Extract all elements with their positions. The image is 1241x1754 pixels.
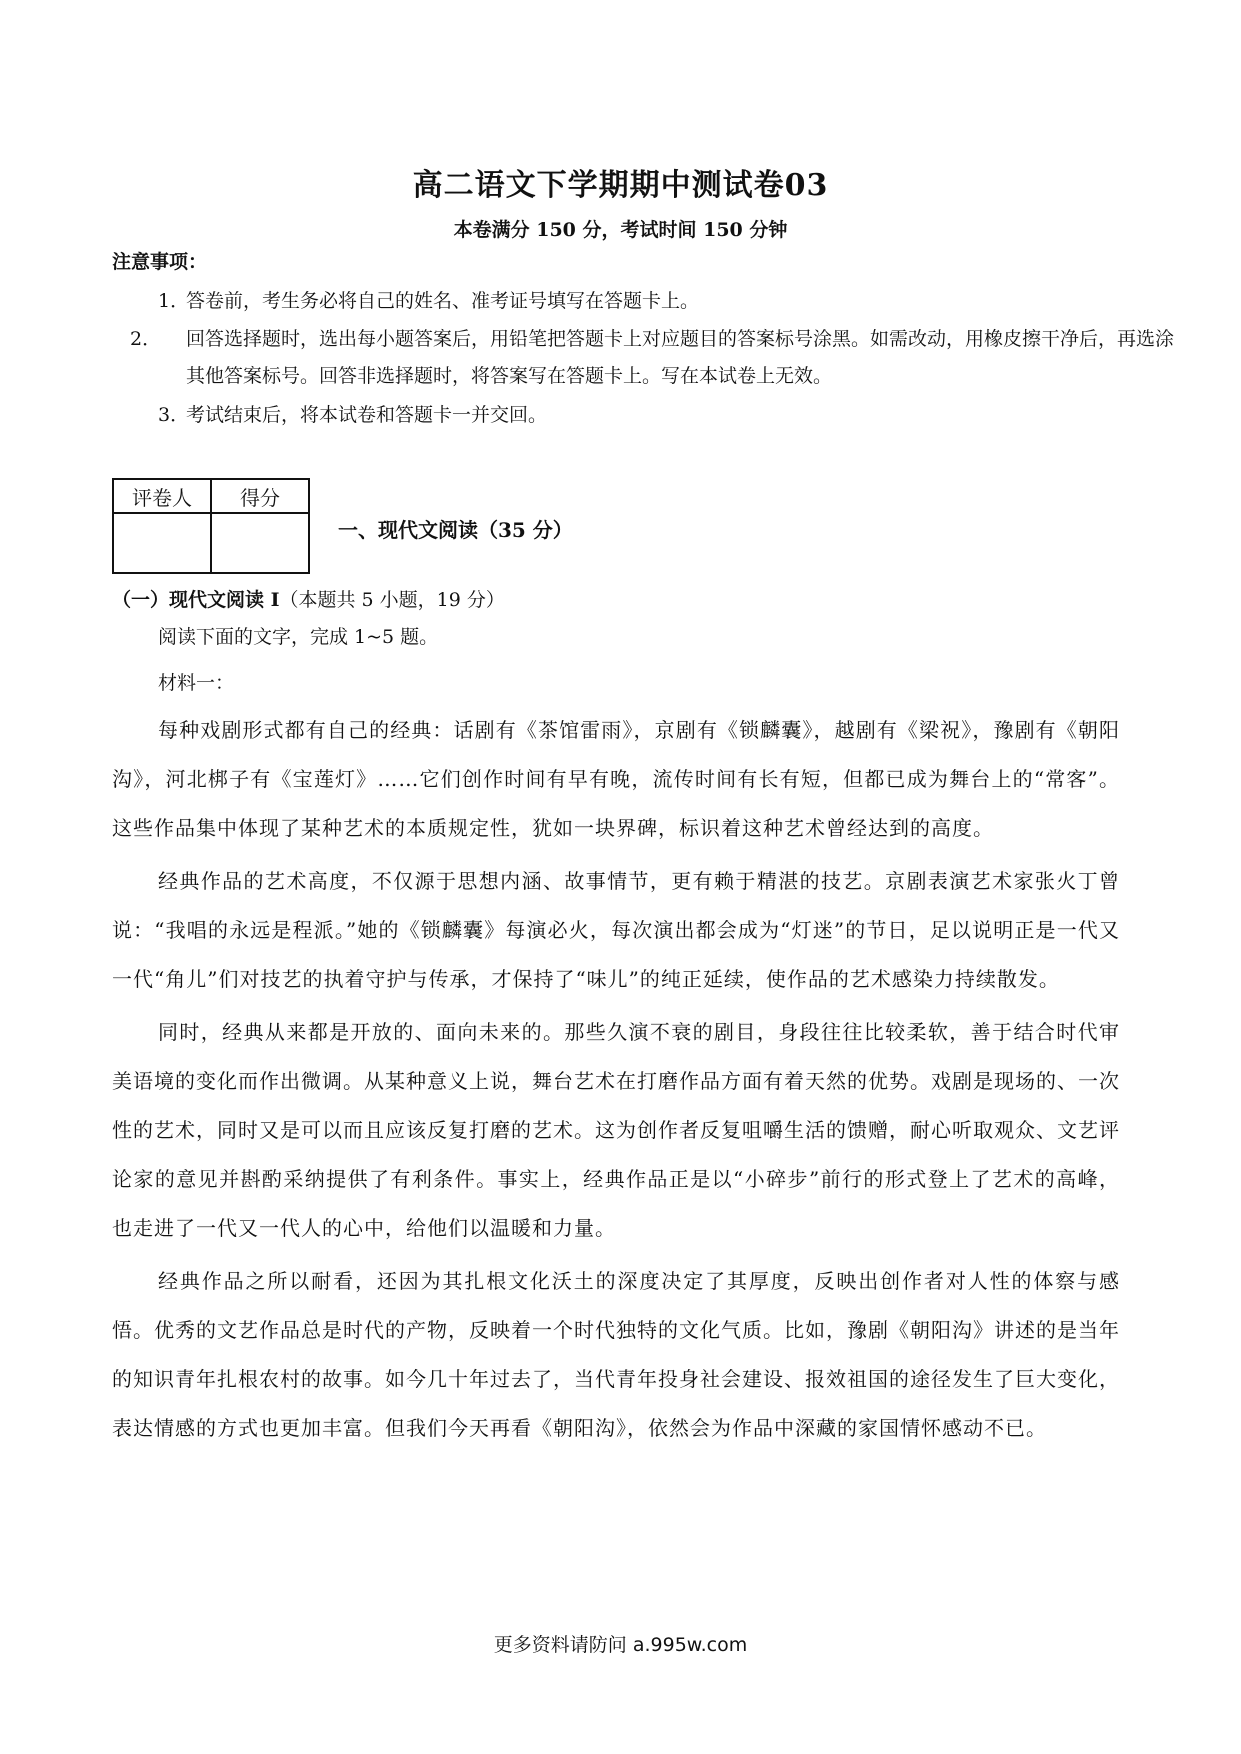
exam-title: 高二语文下学期期中测试卷03 [412,168,829,203]
notice-item-text: 考试结束后，将本试卷和答题卡一并交回。 [186,404,548,426]
reading-instruction: 阅读下面的文字，完成 1~5 题。 [158,626,439,648]
exam-subtitle: 本卷满分 150 分，考试时间 150 分钟 [453,219,788,241]
notice-item-number: 3． [158,404,190,426]
notice-item-3 [158,397,547,434]
reading-passage [112,706,1120,1457]
passage-paragraph: 同时，经典从来都是开放的、面向未来的。那些久演不衰的剧目，身段往往比较柔软，善于结合时代审美语境的变化而作出微调。从某种意义上说，舞台艺术在打磨作品方面有着天然的优势。戏剧是现场的、一次性的艺术，同时又是可以而且应该反复打磨的艺术。这为创作者反复咀嚼生活的馈赠，耐心听取观众、文艺评论家的意见并斟酌采纳提供了有利条件。事实上，经典作品正是以“小碎步”前行的形式登上了艺术的高峰，也走进了一代又一代人的心中，给他们以温暖和力量。 [112,1020,1120,1240]
notice-item-2 [130,321,1176,395]
subsection-heading [112,585,505,612]
passage-paragraph: 经典作品的艺术高度，不仅源于思想内涵、故事情节，更有赖于精湛的技艺。京剧表演艺术家张火丁曾说：“我唱的永远是程派。”她的《锁麟囊》每演必火，每次演出都会成为“灯迷”的节日，足以说明正是一代又一代“角儿”们对技艺的执着守护与传承，才保持了“味儿”的纯正延续，使作品的艺术感染力持续散发。 [112,869,1120,991]
notice-item-1 [158,283,699,320]
notice-item-text: 答卷前，考生务必将自己的姓名、准考证号填写在答题卡上。 [186,290,700,312]
footer-link[interactable]: 更多资料请防问 a.995w.com [493,1634,748,1656]
notice-item-number: 2． [130,328,162,350]
notice-heading: 注意事项： [112,251,208,273]
grader-header: 评卷人 [113,479,211,513]
section-title: 一、现代文阅读（35 分） [338,518,573,542]
subsection-label: （一）现代文阅读 I [112,589,280,611]
passage-paragraph: 每种戏剧形式都有自己的经典：话剧有《茶馆雷雨》，京剧有《锁麟囊》，越剧有《梁祝》，豫剧有《朝阳沟》，河北梆子有《宝莲灯》……它们创作时间有早有晚，流传时间有长有短，但都已成为舞台上的“常客”。这些作品集中体现了某种艺术的本质规定性，犹如一块界碑，标识着这种艺术曾经达到的高度。 [112,718,1120,840]
score-cell [211,513,309,573]
score-table [112,478,310,574]
material-label: 材料一： [158,672,235,694]
subsection-detail: （本题共 5 小题，19 分） [279,589,505,611]
notice-item-number: 1． [158,290,190,312]
grader-cell [113,513,211,573]
notice-item-text: 回答选择题时，选出每小题答案后，用铅笔把答题卡上对应题目的答案标号涂黑。如需改动，用橡皮擦干净后，再选涂其他答案标号。回答非选择题时，将答案写在答题卡上。写在本试卷上无效。 [186,328,1175,387]
score-header: 得分 [211,479,309,513]
passage-paragraph: 经典作品之所以耐看，还因为其扎根文化沃土的深度决定了其厚度，反映出创作者对人性的体察与感悟。优秀的文艺作品总是时代的产物，反映着一个时代独特的文化气质。比如，豫剧《朝阳沟》讲述的是当年的知识青年扎根农村的故事。如今几十年过去了，当代青年投身社会建设、报效祖国的途径发生了巨大变化，表达情感的方式也更加丰富。但我们今天再看《朝阳沟》，依然会为作品中深藏的家国情怀感动不已。 [112,1269,1120,1440]
